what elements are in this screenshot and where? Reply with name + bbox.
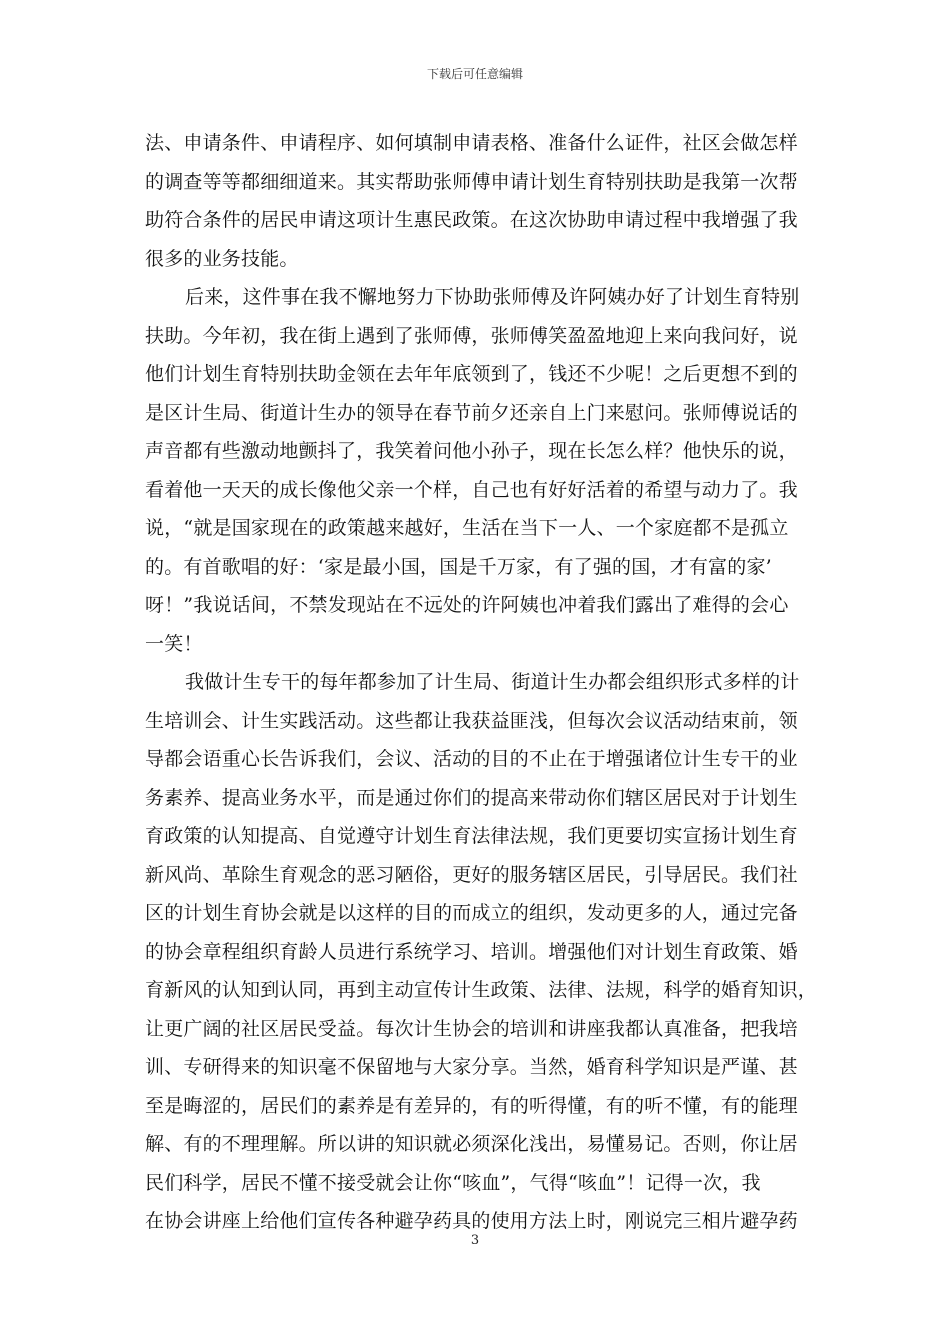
text-line: 呀！”我说话间，不禁发现站在不远处的许阿姨也冲着我们露出了难得的会心 — [145, 594, 789, 616]
text-line: 区的计划生育协会就是以这样的目的而成立的组织，发动更多的人，通过完备 — [145, 902, 798, 924]
text-line: 的协会章程组织育龄人员进行系统学习、培训。增强他们对计划生育政策、婚 — [145, 940, 798, 963]
text-line: 法、申请条件、申请程序、如何填制申请表格、准备什么证件，社区会做怎样 — [145, 132, 798, 154]
text-line: 扶助。今年初，我在街上遇到了张师傅，张师傅笑盈盈地迎上来向我问好，说 — [145, 324, 798, 347]
page-header: 下载后可任意编辑 — [426, 67, 523, 81]
text-line: 新风尚、革除生育观念的恶习陋俗，更好的服务辖区居民，引导居民。我们社 — [145, 863, 798, 886]
text-line: 声音都有些激动地颤抖了，我笑着问他小孙子，现在长怎么样？他快乐的说， — [145, 440, 798, 462]
text-line: 的调查等等都细细道来。其实帮助张师傅申请计划生育特别扶助是我第一次帮 — [145, 170, 798, 193]
page-number: 3 — [470, 1233, 480, 1248]
text-line: 我做计生专干的每年都参加了计生局、街道计生办都会组织形式多样的计 — [185, 671, 800, 693]
text-line: 育新风的认知到认同，再到主动宣传计生政策、法律、法规，科学的婚育知识， — [145, 979, 818, 1001]
text-line: 是区计生局、街道计生办的领导在春节前夕还亲自上门来慰问。张师傅说话的 — [145, 401, 798, 424]
text-line: 至是晦涩的，居民们的素养是有差异的，有的听得懂，有的听不懂，有的能理 — [145, 1094, 798, 1117]
text-line: 看着他一天天的成长像他父亲一个样，自己也有好好活着的希望与动力了。我 — [145, 478, 798, 501]
text-line: 在协会讲座上给他们宣传各种避孕药具的使用方法上时，刚说完三相片避孕药 — [145, 1210, 798, 1232]
text-line: 说，“就是国家现在的政策越来越好，生活在当下一人、一个家庭都不是孤立 — [145, 517, 789, 539]
text-line: 育政策的认知提高、自觉遵守计划生育法律法规，我们更要切实宣扬计划生育 — [145, 825, 798, 847]
text-line: 一笑！ — [145, 632, 203, 655]
text-line: 助符合条件的居民申请这项计生惠民政策。在这次协助申请过程中我增强了我 — [145, 209, 798, 231]
text-line: 导都会语重心长告诉我们，会议、活动的目的不止在于增强诸位计生专干的业 — [145, 748, 798, 770]
document-body — [145, 124, 818, 1241]
text-line: 解、有的不理理解。所以讲的知识就必须深化浅出，易懂易记。否则，你让居 — [145, 1133, 798, 1155]
text-line: 民们科学，居民不懂不接受就会让你“咳血”，气得“咳血”！记得一次，我 — [145, 1171, 761, 1194]
text-line: 训、专研得来的知识毫不保留地与大家分享。当然，婚育科学知识是严谨、甚 — [145, 1056, 798, 1078]
text-line: 很多的业务技能。 — [145, 247, 299, 270]
text-line: 务素养、提高业务水平，而是通过你们的提高来带动你们辖区居民对于计划生 — [145, 786, 798, 809]
text-line: 的。有首歌唱的好：‘家是最小国，国是千万家，有了强的国，才有富的家’ — [145, 555, 772, 578]
text-line: 后来，这件事在我不懈地努力下协助张师傅及许阿姨办好了计划生育特别 — [185, 286, 800, 308]
text-line: 他们计划生育特别扶助金领在去年年底领到了，钱还不少呢！之后更想不到的 — [145, 363, 798, 385]
text-line: 生培训会、计生实践活动。这些都让我获益匪浅，但每次会议活动结束前，领 — [145, 709, 798, 732]
text-line: 让更广阔的社区居民受益。每次计生协会的培训和讲座我都认真准备，把我培 — [145, 1017, 798, 1040]
